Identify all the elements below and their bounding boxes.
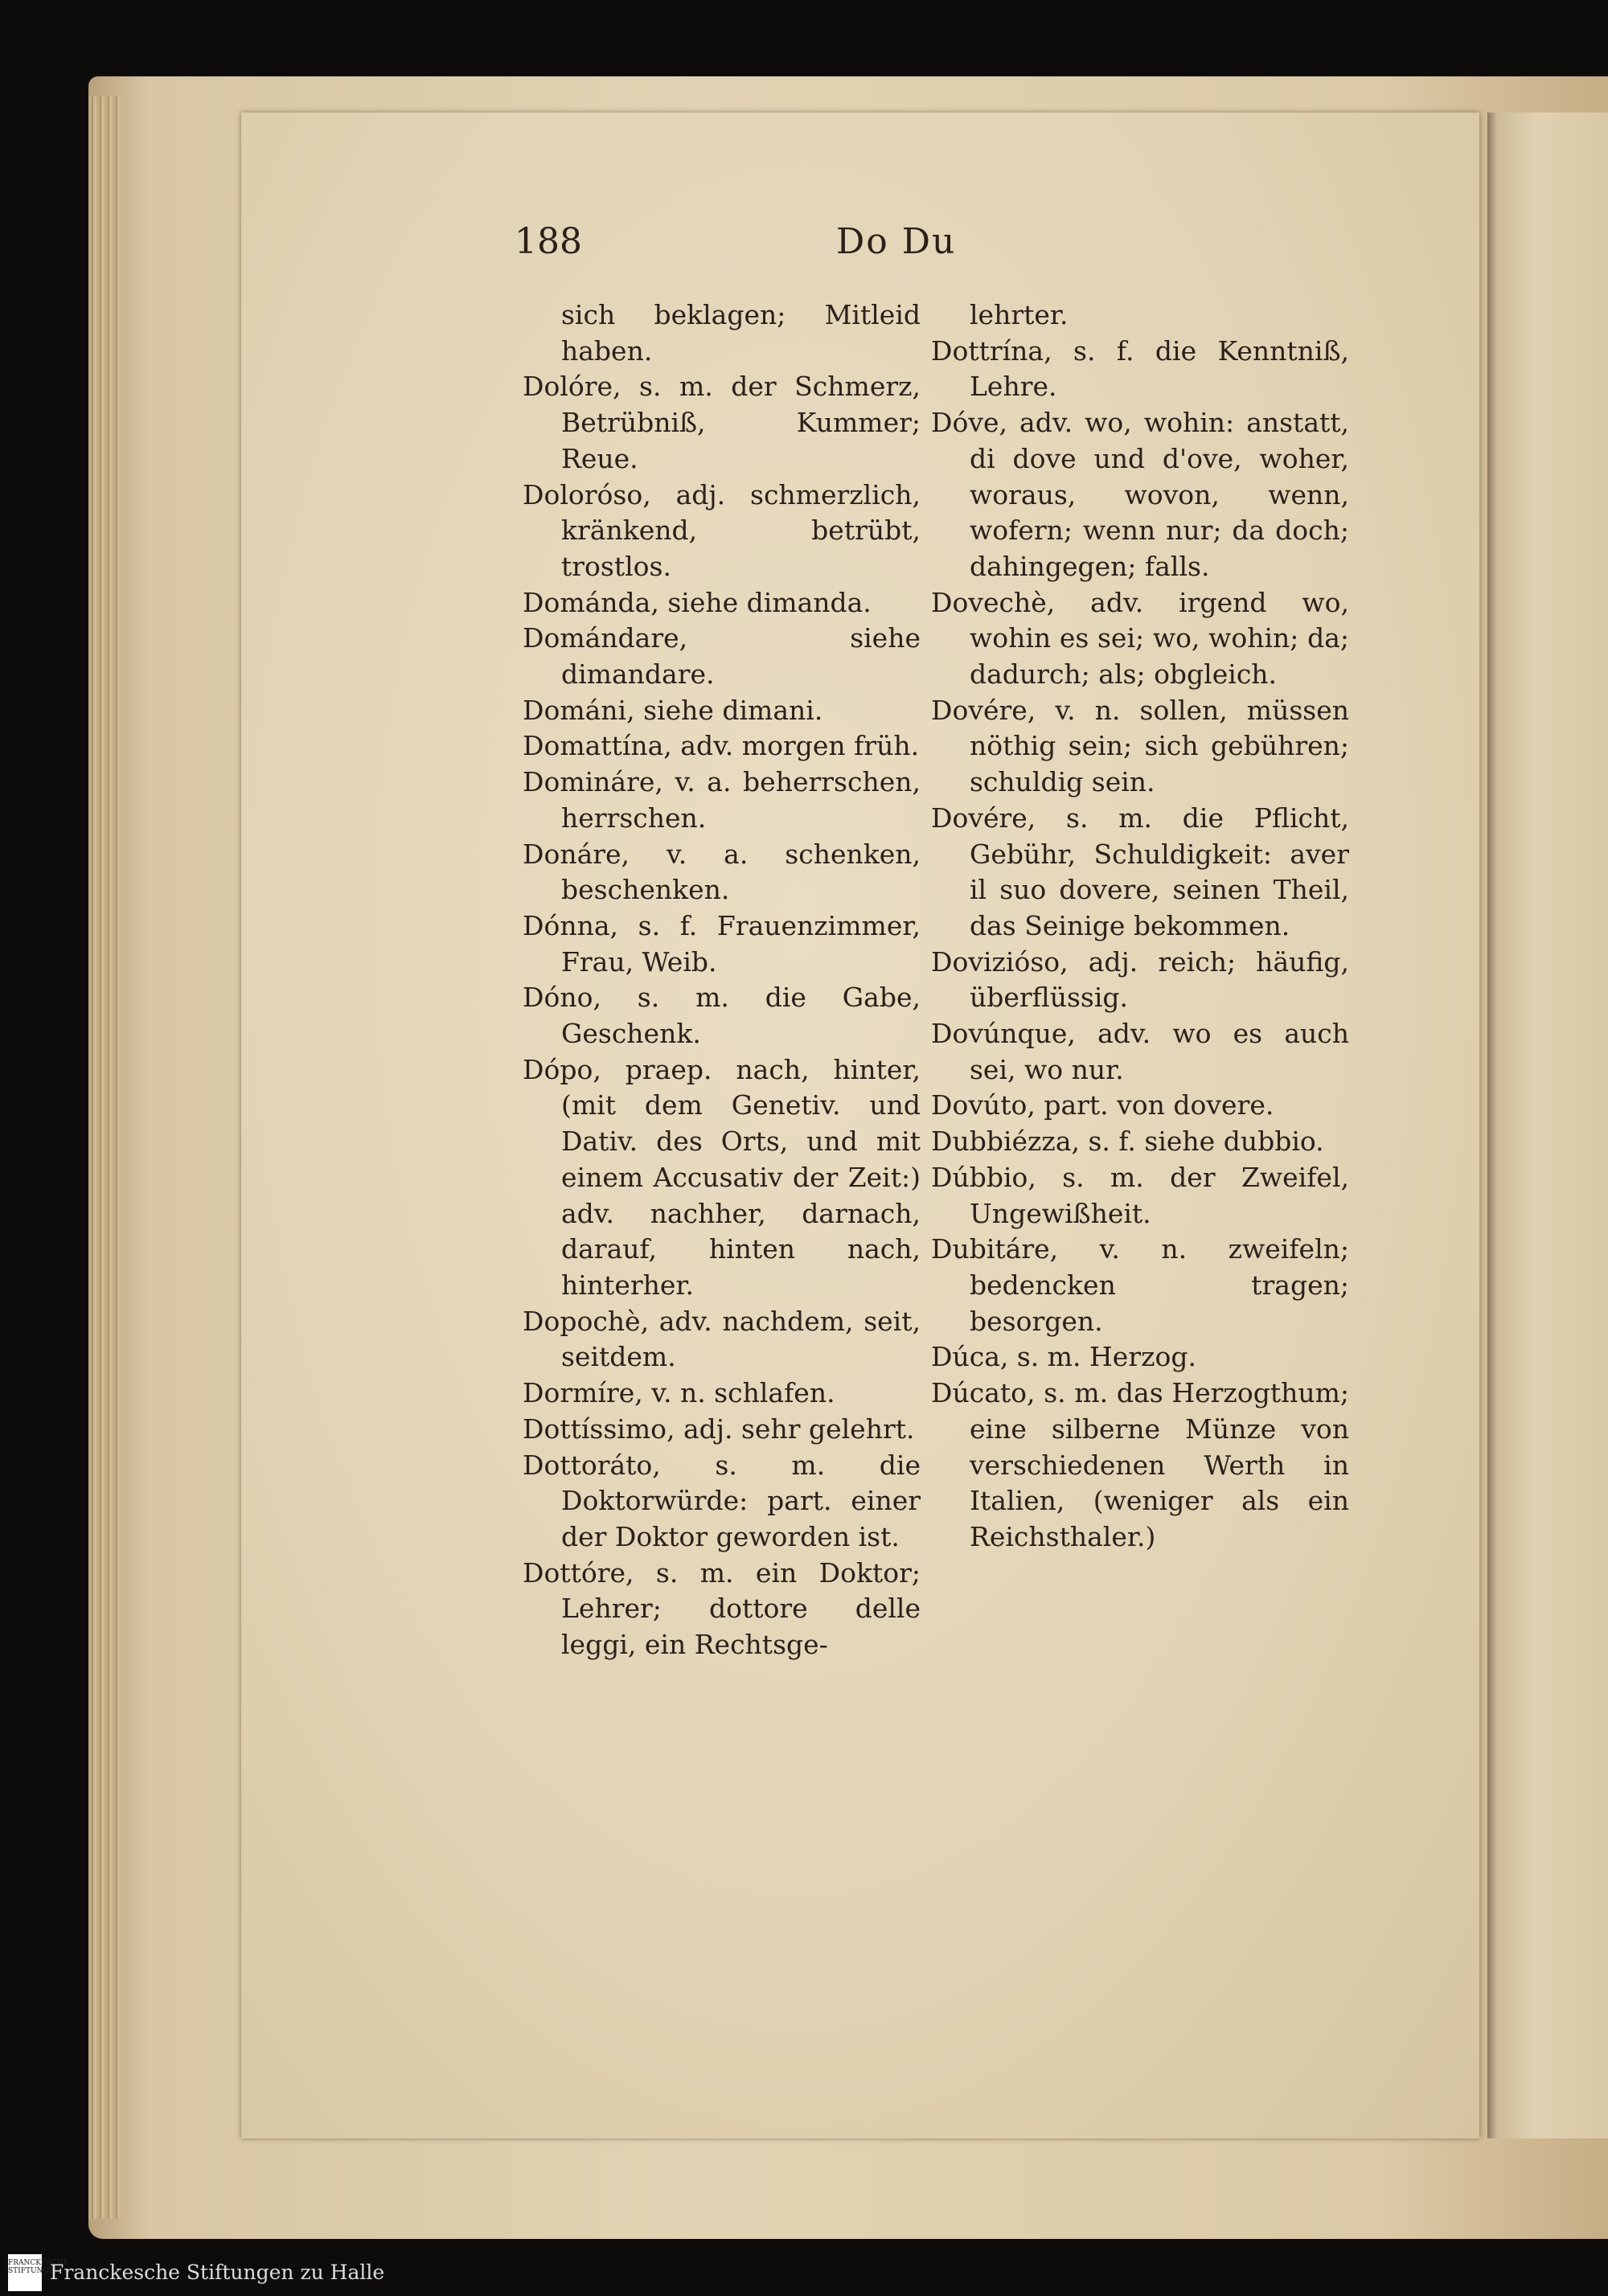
left-column (523, 297, 921, 1663)
institution-name: Franckesche Stiftungen zu Halle (50, 2261, 385, 2284)
continuation-text: lehrter. (970, 299, 1069, 330)
dictionary-entry: Dubbiézza, s. f. siehe dubbio. (931, 1125, 1324, 1158)
dictionary-entry: Doloróso, adj. schmerzlich, kränkend, betrübt, trostlos. (523, 478, 921, 582)
dictionary-entry: Dottóre, s. m. ein Doktor; Lehrer; dottore delle leggi, ein Rechtsge- (523, 1556, 921, 1661)
dictionary-entry: Donáre, v. a. schenken, beschenken. (523, 838, 921, 906)
dictionary-entry: Dóno, s. m. die Gabe, Geschenk. (523, 982, 921, 1050)
dictionary-entry: Domináre, v. a. beherrschen, herrschen. (523, 766, 921, 834)
dictionary-entry: Dópo, praep. nach, hinter, (mit dem Genetiv. und Dativ. des Orts, und mit einem Accusativ der Zeit:) adv. nachher, darnach, darauf, hinten nach, hinterher. (523, 1053, 921, 1301)
dictionary-entry: Dománi, siehe dimani. (523, 694, 823, 726)
dictionary-entry: Dóve, adv. wo, wohin: anstatt, di dove und d'ove, woher, woraus, wovon, wenn, wofern; wenn nur; da doch; dahingegen; falls. (931, 407, 1349, 582)
dictionary-entry: Dovúto, part. von dovere. (931, 1089, 1274, 1121)
dictionary-entry: Dúcato, s. m. das Herzogthum; eine silberne Münze von verschiedenen Werth in Italien, (weniger als ein Reichsthaler.) (931, 1377, 1349, 1552)
right-column (931, 297, 1349, 1556)
dictionary-entry: Dolóre, s. m. der Schmerz, Betrübniß, Kummer; Reue. (523, 371, 921, 474)
dictionary-entry: Dovére, v. n. sollen, müssen nöthig sein; sich gebühren; schuldig sein. (931, 694, 1349, 798)
institution-logo-icon: FRANCKESCHE STIFTUNGEN (8, 2254, 42, 2291)
dictionary-entry: Domándare, siehe dimandare. (523, 622, 921, 691)
dictionary-entry: Dormíre, v. n. schlafen. (523, 1377, 835, 1409)
dictionary-entry: Dopochè, adv. nachdem, seit, seitdem. (523, 1305, 921, 1373)
continuation-text: sich beklagen; Mitleid haben. (561, 299, 921, 367)
dictionary-entry: Dónna, s. f. Frauenzimmer, Frau, Weib. (523, 909, 921, 978)
dictionary-entry: Dovechè, adv. irgend wo, wohin es sei; wo, wohin; da; dadurch; als; obgleich. (931, 586, 1349, 691)
dictionary-entry: Dottrína, s. f. die Kenntniß, Lehre. (931, 334, 1349, 403)
dictionary-entry: Dovére, s. m. die Pflicht, Gebühr, Schuldigkeit: aver il suo dovere, seinen Theil, das Seinige bekommen. (931, 802, 1349, 941)
dictionary-entry: Dovúnque, adv. wo es auch sei, wo nur. (931, 1018, 1349, 1085)
facing-page (1487, 113, 1608, 2138)
page-number: 188 (515, 221, 582, 262)
page-edges (88, 96, 121, 2219)
dictionary-entry: Dubitáre, v. n. zweifeln; bedencken tragen; besorgen. (931, 1233, 1349, 1337)
dictionary-entry: Dománda, siehe dimanda. (523, 586, 872, 618)
footer-bar (0, 2249, 1608, 2296)
running-head: Do Du (836, 221, 957, 262)
dictionary-entry: Dúbbio, s. m. der Zweifel, Ungewißheit. (931, 1161, 1349, 1229)
dictionary-entry: Dúca, s. m. Herzog. (931, 1341, 1196, 1373)
dictionary-entry: Dovizióso, adj. reich; häufig, überflüssig. (931, 945, 1349, 1014)
dictionary-entry: Dottíssimo, adj. sehr gelehrt. (523, 1412, 915, 1445)
dictionary-entry: Domattína, adv. morgen früh. (523, 730, 920, 762)
page-header (515, 221, 1335, 269)
dictionary-entry: Dottoráto, s. m. die Doktorwürde: part. einer der Doktor geworden ist. (523, 1449, 921, 1552)
